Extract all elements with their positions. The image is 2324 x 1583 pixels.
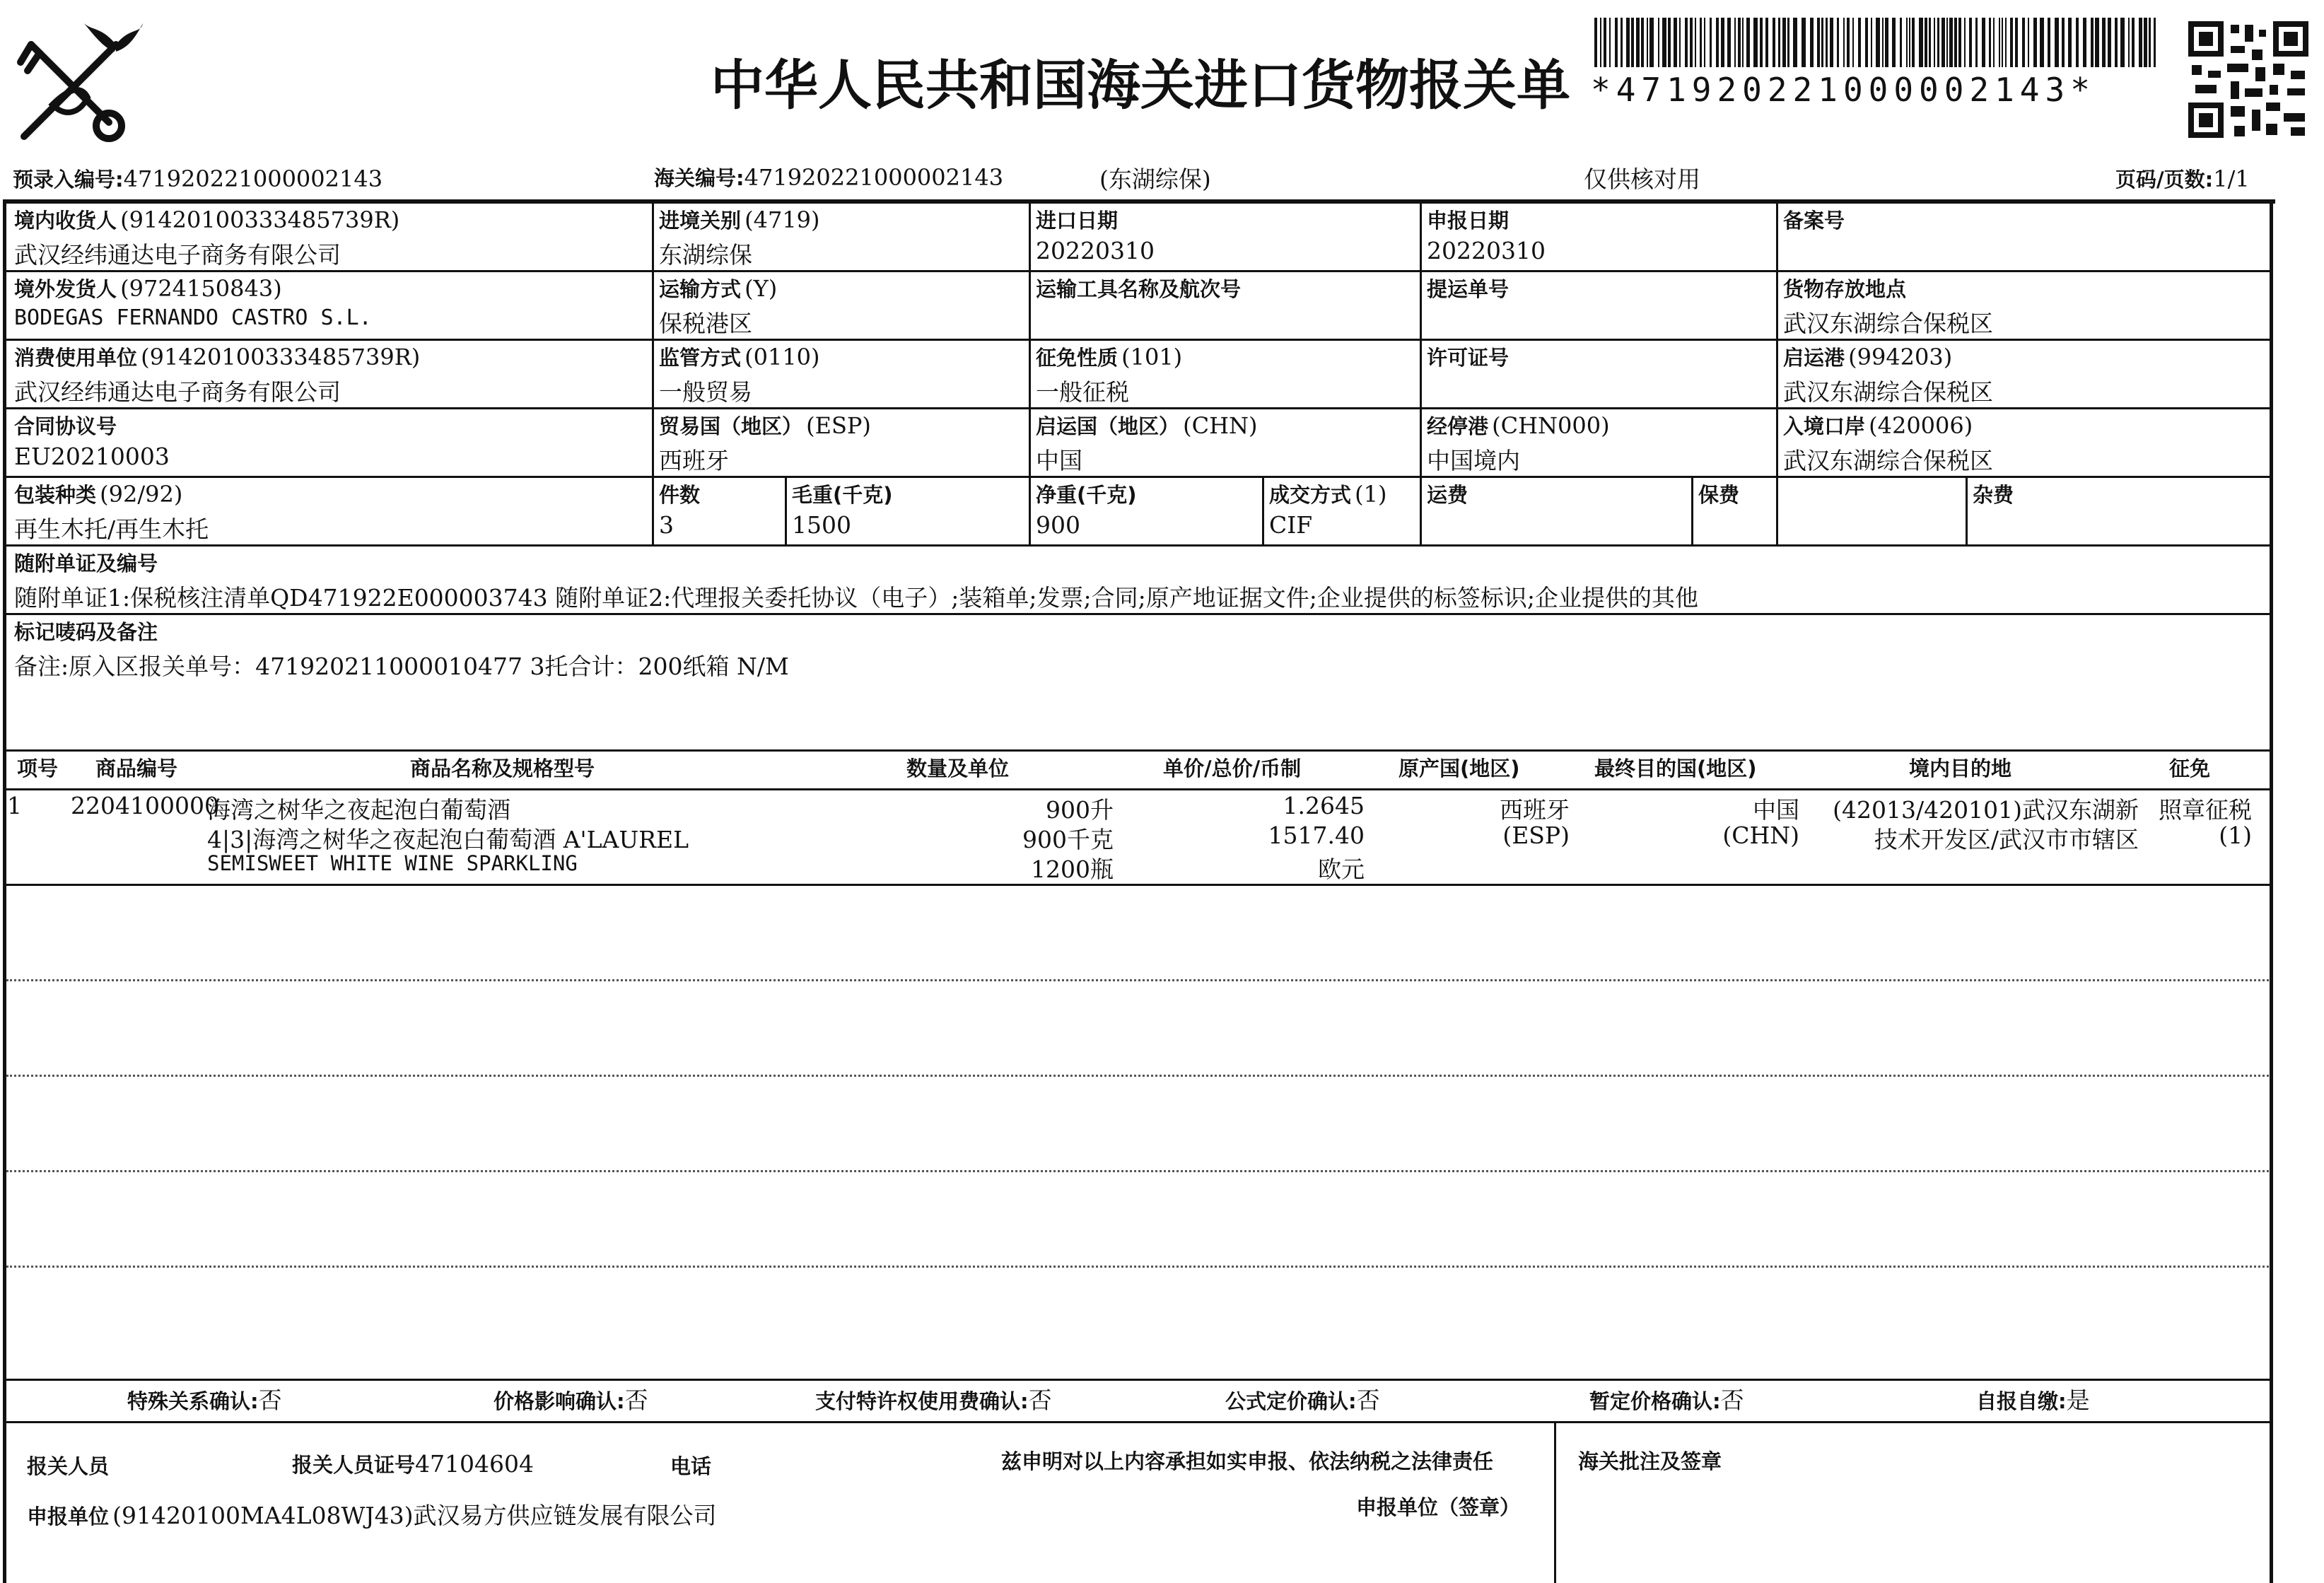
item-final-dest: 中国: [1753, 796, 1799, 824]
consumer-value: 武汉经纬通达电子商务有限公司: [14, 378, 341, 406]
royalty-value: 否: [1028, 1386, 1052, 1414]
customs-logo: [10, 20, 144, 147]
item-levy-line2: (1): [2219, 822, 2252, 849]
customs-sign-label: 海关批注及签章: [1578, 1449, 1722, 1473]
formula-price-value: 否: [1356, 1386, 1380, 1414]
col-header-no: 项号: [17, 757, 59, 781]
royalty-label: 支付特许权使用费确认:: [815, 1389, 1029, 1413]
levy-label: 征免性质: [1036, 346, 1119, 370]
levy-value: 一般征税: [1036, 378, 1129, 406]
col-header-origin: 原产国(地区): [1399, 757, 1520, 781]
deal-label: 成交方式: [1269, 483, 1352, 507]
special-relation-label: 特殊关系确认:: [127, 1389, 259, 1413]
col-header-qty: 数量及单位: [906, 757, 1010, 781]
item-qty1: 900升: [1046, 796, 1114, 824]
origin-country-label: 启运国（地区）: [1036, 414, 1180, 438]
item-levy-line1: 照章征税: [2159, 796, 2252, 824]
page-title: 中华人民共和国海关进口货物报关单: [711, 54, 1570, 117]
shipper-label: 境外发货人: [14, 277, 117, 301]
declaration-statement: 兹申明对以上内容承担如实申报、依法纳税之法律责任: [1001, 1449, 1494, 1473]
entry-customs-code: (4719): [745, 206, 820, 233]
entry-customs-label: 进境关别: [659, 209, 742, 233]
item-hs-code: 2204100000: [71, 792, 219, 819]
preentry-label: 预录入编号:: [13, 168, 124, 192]
item-origin-code: (ESP): [1502, 822, 1570, 849]
deal-value: CIF: [1269, 511, 1313, 539]
gross-value: 1500: [792, 511, 851, 539]
item-name-line1: 海湾之树华之夜起泡白葡萄酒: [207, 796, 510, 824]
trade-country-value: 西班牙: [659, 447, 729, 474]
item-domestic-dest-line1: (42013/420101)武汉东湖新: [1833, 796, 2139, 824]
item-currency: 欧元: [1318, 855, 1365, 883]
provisional-price-label: 暂定价格确认:: [1589, 1389, 1721, 1413]
consumer-label: 消费使用单位: [14, 346, 138, 370]
transit-port-value: 中国境内: [1427, 447, 1520, 474]
item-qty3: 1200瓶: [1031, 855, 1114, 883]
package-value: 再生木托/再生木托: [14, 515, 209, 543]
price-influence-value: 否: [624, 1386, 648, 1414]
barcode-image: [1594, 18, 2160, 67]
col-header-price: 单价/总价/币制: [1163, 757, 1302, 781]
trade-country-label: 贸易国（地区）: [659, 414, 803, 438]
package-label: 包装种类: [14, 483, 97, 507]
supervision-value: 一般贸易: [659, 378, 752, 406]
shipper-value: BODEGAS FERNANDO CASTRO S.L.: [14, 305, 372, 330]
marks-value: 备注:原入区报关单号：471920211000010477 3托合计：200纸箱 N/M: [14, 653, 789, 680]
for-check-label: 仅供核对用: [1584, 165, 1700, 193]
storage-value: 武汉东湖综合保税区: [1783, 310, 1993, 337]
levy-code: (101): [1121, 344, 1183, 370]
net-label: 净重(千克): [1036, 483, 1137, 507]
entry-port-label: 入境口岸: [1783, 414, 1866, 438]
page-label: 页码/页数:: [2115, 168, 2214, 192]
shipper-code: (9724150843): [120, 275, 282, 302]
pieces-label: 件数: [659, 483, 701, 507]
transit-port-code: (CHN000): [1492, 412, 1610, 439]
barcode-text: *471920221000002143*: [1591, 71, 2096, 109]
freight-label: 运费: [1427, 483, 1468, 507]
gross-label: 毛重(千克): [792, 483, 893, 507]
trade-country-code: (ESP): [806, 412, 871, 439]
net-value: 900: [1036, 511, 1080, 539]
entry-customs-value: 东湖综保: [659, 241, 752, 269]
col-header-final-dest: 最终目的国(地区): [1594, 757, 1757, 781]
contract-value: EU20210003: [14, 443, 170, 470]
deal-code: (1): [1355, 481, 1387, 508]
declarant-label: 报关人员: [27, 1454, 110, 1478]
docs-label: 随附单证及编号: [14, 551, 158, 576]
package-code: (92/92): [100, 481, 183, 508]
supervision-label: 监管方式: [659, 346, 742, 370]
depart-port-value: 武汉东湖综合保税区: [1783, 378, 1993, 406]
vessel-label: 运输工具名称及航次号: [1036, 277, 1242, 301]
transit-port-label: 经停港: [1427, 414, 1489, 438]
storage-label: 货物存放地点: [1783, 277, 1907, 301]
transport-code: (Y): [745, 275, 778, 302]
import-date-label: 进口日期: [1036, 209, 1119, 233]
declarant-id-value: 47104604: [415, 1450, 534, 1478]
docs-value: 随附单证1:保税核注清单QD471922E000003743 随附单证2:代理报关委托协议（电子）;装箱单;发票;合同;原产地证据文件;企业提供的标签标识;企业提供的其他: [14, 584, 1698, 612]
qr-code: [2188, 21, 2308, 138]
col-header-name: 商品名称及规格型号: [410, 757, 595, 781]
page-value: 1/1: [2213, 165, 2250, 192]
declare-unit-value: (91420100MA4L08WJ43)武汉易方供应链发展有限公司: [112, 1502, 717, 1529]
declare-unit-label: 申报单位: [27, 1505, 110, 1529]
pieces-value: 3: [659, 511, 674, 539]
item-unit-price: 1.2645: [1283, 792, 1365, 819]
item-total-price: 1517.40: [1268, 822, 1365, 849]
item-final-dest-code: (CHN): [1722, 822, 1799, 849]
depart-port-code: (994203): [1848, 344, 1953, 370]
formula-price-label: 公式定价确认:: [1225, 1389, 1357, 1413]
origin-country-value: 中国: [1036, 447, 1082, 474]
phone-label: 电话: [670, 1454, 712, 1478]
depart-port-label: 启运港: [1783, 346, 1845, 370]
preentry-no: 471920221000002143: [123, 165, 383, 192]
item-no: 1: [7, 792, 22, 819]
customs-no: 471920221000002143: [744, 164, 1004, 191]
record-no-label: 备案号: [1783, 209, 1845, 233]
item-domestic-dest-line2: 技术开发区/武汉市市辖区: [1874, 826, 2139, 853]
price-influence-label: 价格影响确认:: [494, 1389, 625, 1413]
col-header-levy: 征免: [2169, 757, 2211, 781]
entry-port-value: 武汉东湖综合保税区: [1783, 447, 1993, 474]
transport-label: 运输方式: [659, 277, 742, 301]
col-header-domestic-dest: 境内目的地: [1909, 757, 2012, 781]
self-pay-value: 是: [2066, 1386, 2090, 1414]
declare-unit-seal-label: 申报单位（签章）: [1356, 1495, 1521, 1519]
self-pay-label: 自报自缴:: [1976, 1389, 2067, 1413]
contract-label: 合同协议号: [14, 414, 117, 438]
supervision-code: (0110): [745, 344, 820, 370]
customs-no-label: 海关编号:: [654, 166, 745, 190]
import-date-value: 20220310: [1036, 237, 1155, 264]
bill-label: 提运单号: [1427, 277, 1510, 301]
declare-date-value: 20220310: [1427, 237, 1546, 264]
consignee-code: (91420100333485739R): [120, 206, 400, 233]
marks-label: 标记唛码及备注: [14, 620, 158, 644]
customs-office: (东湖综保): [1099, 165, 1211, 193]
item-origin: 西班牙: [1500, 796, 1570, 824]
entry-port-code: (420006): [1869, 412, 1973, 439]
misc-label: 杂费: [1973, 483, 2014, 507]
special-relation-value: 否: [258, 1386, 282, 1414]
consignee-value: 武汉经纬通达电子商务有限公司: [14, 241, 341, 269]
provisional-price-value: 否: [1720, 1386, 1744, 1414]
declarant-id-label: 报关人员证号: [292, 1453, 416, 1477]
consumer-code: (91420100333485739R): [141, 344, 421, 370]
item-name-line2: 4|3|海湾之树华之夜起泡白葡萄酒 A'LAUREL: [207, 826, 689, 853]
origin-country-code: (CHN): [1183, 412, 1258, 439]
col-header-hs: 商品编号: [95, 757, 178, 781]
declare-date-label: 申报日期: [1427, 209, 1510, 233]
insurance-label: 保费: [1698, 483, 1740, 507]
transport-value: 保税港区: [659, 310, 752, 337]
license-label: 许可证号: [1427, 346, 1510, 370]
item-qty2: 900千克: [1022, 826, 1114, 853]
item-name-line3: SEMISWEET WHITE WINE SPARKLING: [207, 851, 578, 875]
consignee-label: 境内收货人: [14, 209, 117, 233]
